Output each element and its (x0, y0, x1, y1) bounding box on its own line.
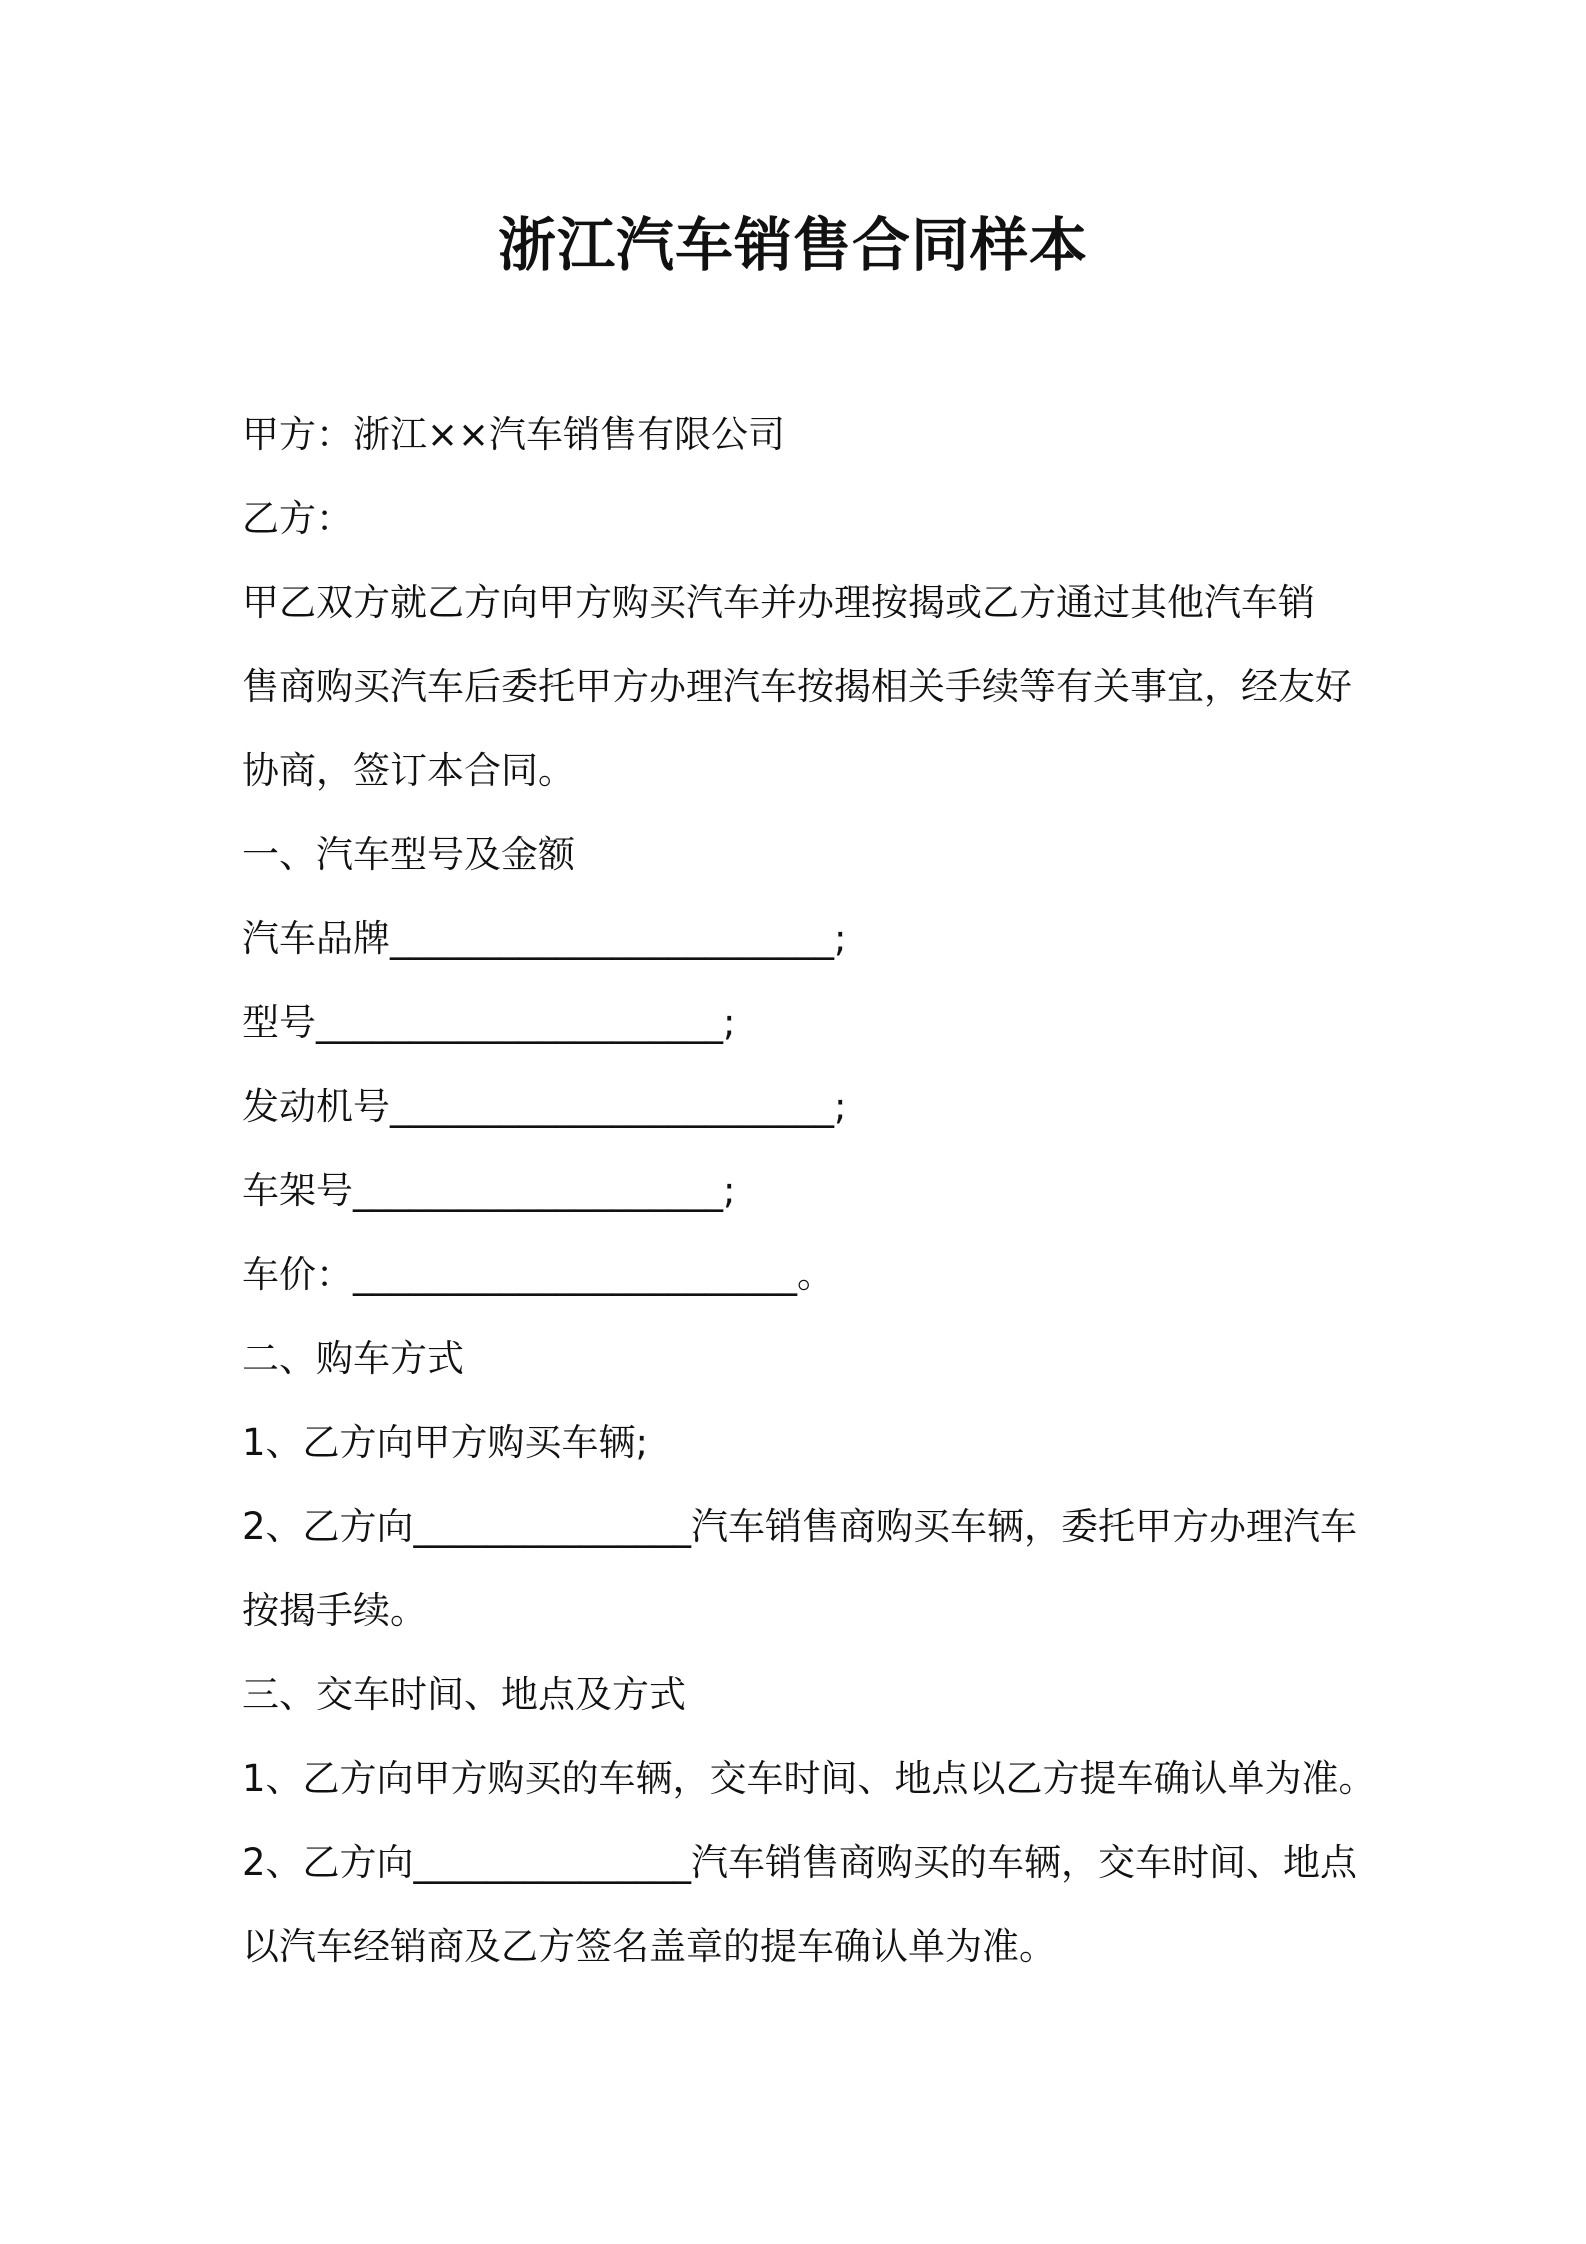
intro-paragraph-line-1: 甲乙双方就乙方向甲方购买汽车并办理按揭或乙方通过其他汽车销 (242, 581, 1315, 624)
engine-number-field: 发动机号________________________; (242, 1085, 847, 1128)
section-3-heading: 三、交车时间、地点及方式 (242, 1673, 686, 1716)
intro-paragraph-line-3: 协商，签订本合同。 (242, 749, 575, 792)
document-title: 浙江汽车销售合同样本 (497, 211, 1088, 279)
party-a-line: 甲方：浙江××汽车销售有限公司 (242, 413, 786, 456)
party-b-line: 乙方： (242, 497, 353, 540)
frame-number-field: 车架号____________________; (242, 1169, 736, 1212)
car-price-field: 车价：________________________。 (242, 1253, 834, 1296)
car-brand-field: 汽车品牌________________________; (242, 917, 847, 960)
purchase-method-2-line-1: 2、乙方向_______________汽车销售商购买车辆，委托甲方办理汽车 (242, 1505, 1358, 1548)
section-1-heading: 一、汽车型号及金额 (242, 833, 575, 876)
model-field: 型号______________________; (242, 1001, 736, 1044)
purchase-method-2-line-2: 按揭手续。 (242, 1589, 427, 1632)
intro-paragraph-line-2: 售商购买汽车后委托甲方办理汽车按揭相关手续等有关事宜，经友好 (242, 665, 1352, 708)
delivery-clause-1: 1、乙方向甲方购买的车辆，交车时间、地点以乙方提车确认单为准。 (242, 1757, 1376, 1800)
delivery-clause-2-line-2: 以汽车经销商及乙方签名盖章的提车确认单为准。 (242, 1925, 1056, 1968)
purchase-method-1: 1、乙方向甲方购买车辆; (242, 1421, 649, 1464)
section-2-heading: 二、购车方式 (242, 1337, 464, 1380)
delivery-clause-2-line-1: 2、乙方向_______________汽车销售商购买的车辆，交车时间、地点 (242, 1841, 1358, 1884)
